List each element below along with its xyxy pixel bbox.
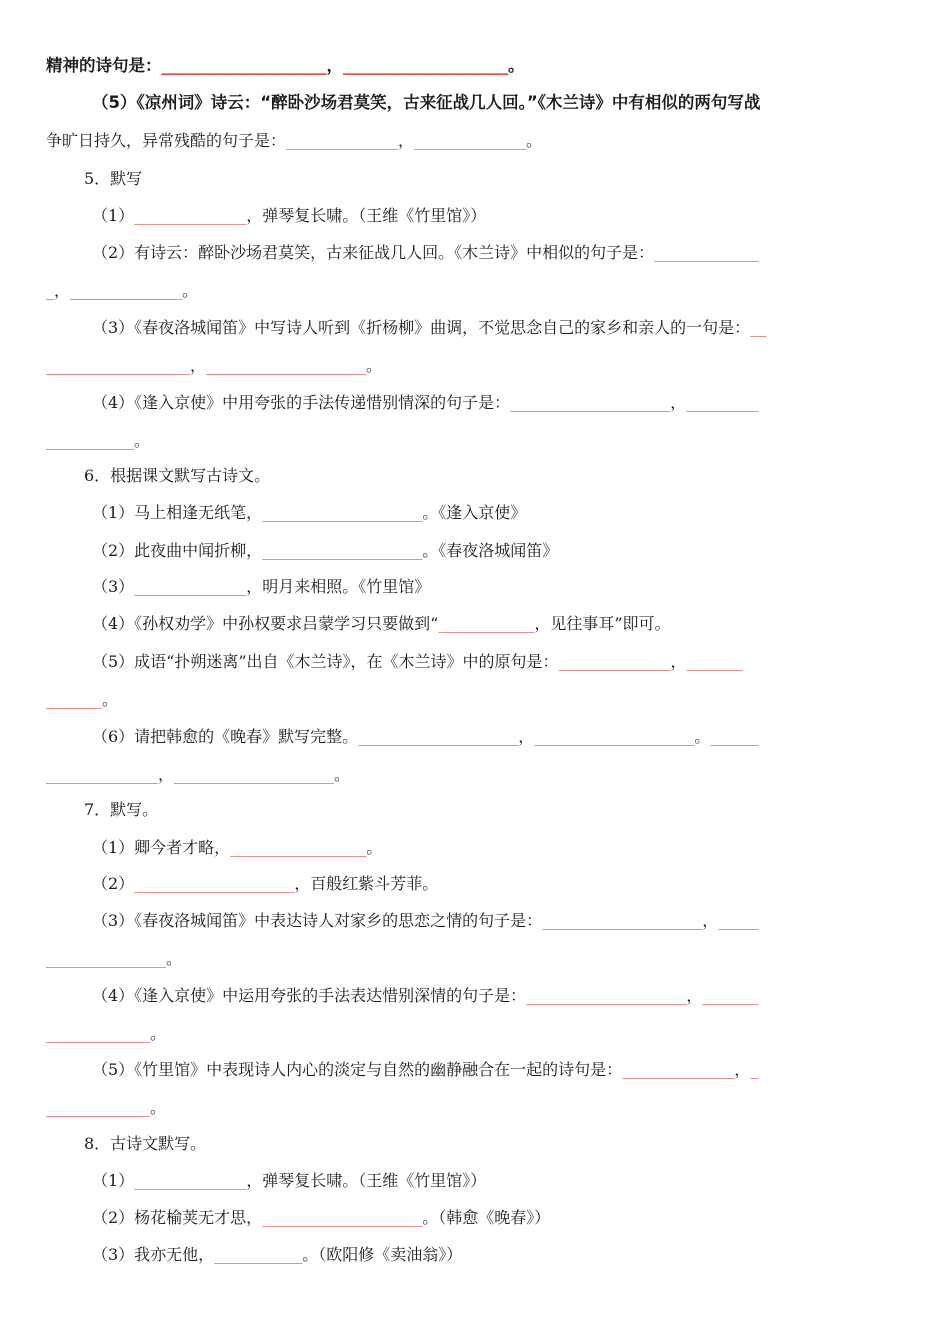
answer-blank[interactable]: ______________ [414, 131, 527, 150]
answer-blank[interactable]: __ [750, 318, 767, 337]
text-line [46, 1023, 906, 1045]
text-segment: 8．古诗文默写。 [84, 1134, 207, 1153]
text-line [92, 726, 950, 748]
text-segment: ，百般红紫斗芳菲。 [294, 874, 439, 893]
text-segment: （2）杨花榆荚无才思， [92, 1208, 263, 1227]
answer-blank[interactable]: ____________________ [262, 1208, 423, 1227]
answer-blank[interactable]: _________________ [230, 838, 367, 857]
text-segment: ， [326, 56, 343, 75]
text-segment: ，弹琴复长啸。（王维《竹里馆》） [246, 206, 487, 225]
answer-blank[interactable]: ____________________ [262, 541, 423, 560]
answer-blank[interactable]: ____________________ [174, 765, 335, 784]
text-segment: （1）马上相逢无纸笔， [92, 503, 263, 522]
text-line [92, 1170, 950, 1192]
text-segment: （1）卿今者才略， [92, 838, 231, 857]
text-line [46, 689, 906, 711]
text-segment: 7．默写。 [84, 800, 159, 819]
text-segment: 精神的诗句是： [46, 56, 162, 75]
text-line [92, 576, 950, 598]
text-segment: 5．默写 [84, 169, 143, 188]
text-segment: （5）《竹里馆》中表现诗人内心的淡定与自然的幽静融合在一起的诗句是： [92, 1060, 623, 1079]
text-segment: ， [190, 356, 207, 375]
text-segment: ， [670, 652, 687, 671]
text-segment: （6）请把韩愈的《晚春》默写完整。 [92, 727, 359, 746]
text-line [92, 502, 950, 524]
text-segment: 。（欧阳修《卖油翁》） [302, 1245, 463, 1264]
answer-blank[interactable]: _____________ [654, 243, 759, 262]
answer-blank[interactable]: ______________ [622, 1060, 735, 1079]
text-line [92, 1244, 950, 1266]
text-segment: 日持久，异常残酷的句子是： [78, 131, 287, 150]
answer-blank[interactable]: ____________________ [358, 727, 519, 746]
text-line [92, 392, 950, 414]
answer-blank[interactable]: ____________ [438, 614, 535, 633]
text-segment: 。 [166, 949, 183, 968]
text-segment: （1） [92, 1171, 135, 1190]
question-heading [84, 799, 944, 821]
text-segment: （3）我亦无他， [92, 1245, 215, 1264]
question-heading [84, 168, 944, 190]
text-segment: 争旷 [46, 131, 79, 150]
answer-blank[interactable]: ____________________ [262, 503, 423, 522]
answer-blank[interactable]: _______ [702, 986, 759, 1005]
text-segment: 。 [182, 281, 199, 300]
text-segment: （4）《逢入京使》中运用夸张的手法表达惜别深情的句子是： [92, 986, 527, 1005]
text-line [46, 948, 906, 970]
text-segment: （2）有诗云：醉卧沙场君莫笑，古来征战几人回。《木兰诗》中相似的句子是： [92, 243, 655, 262]
text-line [92, 873, 950, 895]
text-segment: ， [702, 911, 719, 930]
answer-blank[interactable]: ______________ [70, 281, 183, 300]
answer-blank[interactable]: ____________________ [134, 874, 295, 893]
answer-blank[interactable]: ____________________ [206, 356, 367, 375]
text-segment: ， [398, 131, 415, 150]
text-segment: 6．根据课文默写古诗文。 [84, 466, 271, 485]
text-segment: ，见往事耳”即可。 [534, 614, 671, 633]
answer-blank[interactable]: __________________ [46, 356, 190, 375]
text-segment: （4）《逢入京使》中用夸张的手法传递惜别情深的句子是： [92, 393, 511, 412]
text-segment: 。《春夜洛城闻笛》 [422, 541, 559, 560]
text-line [92, 651, 950, 673]
text-line [92, 205, 950, 227]
text-line [46, 355, 906, 377]
text-segment: （4）《孙权劝学》中孙权要求吕蒙学习只要做到“ [92, 614, 439, 633]
text-segment: ，弹琴复长啸。（王维《竹里馆》） [246, 1171, 487, 1190]
text-segment: （5）成语“扑朔迷离”出自《木兰诗》，在《木兰诗》中的原句是： [92, 652, 559, 671]
answer-blank[interactable]: _______ [46, 690, 102, 709]
answer-blank[interactable]: ____________________ [542, 911, 703, 930]
answer-blank[interactable]: _________ [686, 393, 759, 412]
text-segment: 。 [150, 1024, 167, 1043]
text-line [92, 540, 950, 562]
text-line [92, 985, 950, 1007]
text-line [46, 130, 906, 152]
text-segment: （2） [92, 874, 135, 893]
text-line [46, 430, 906, 452]
text-segment: （3）《春夜洛城闻笛》中表达诗人对家乡的思恋之情的句子是： [92, 911, 543, 930]
answer-blank[interactable]: ___________ [46, 431, 134, 450]
text-line [46, 1097, 906, 1119]
text-line [46, 280, 906, 302]
answer-blank[interactable]: ____________________ [343, 56, 508, 75]
text-line [92, 837, 950, 859]
answer-blank[interactable]: ______________ [46, 765, 158, 784]
text-segment: ， [734, 1060, 751, 1079]
text-segment: ， [686, 986, 703, 1005]
text-segment: 。 [694, 727, 711, 746]
answer-blank[interactable]: ____________________ [161, 56, 327, 75]
text-line [92, 1059, 950, 1081]
answer-blank[interactable]: ______________ [286, 131, 399, 150]
text-segment: 。 [526, 131, 543, 150]
text-line [46, 764, 906, 786]
text-line [92, 910, 950, 932]
answer-blank[interactable]: _____ [718, 911, 759, 930]
answer-blank[interactable]: ______ [710, 727, 759, 746]
text-segment: （1） [92, 206, 135, 225]
text-line [92, 92, 950, 114]
text-line [92, 1207, 950, 1229]
answer-blank[interactable]: _____________ [46, 1098, 150, 1117]
text-line [92, 317, 950, 339]
answer-blank[interactable]: _______ [686, 652, 743, 671]
text-line [92, 613, 950, 635]
text-segment: （5）《凉州词》诗云：“醉卧沙场君莫笑，古来征战几人回。”《木兰诗》中有相似的两句写战 [92, 93, 761, 112]
text-segment: ， [54, 281, 71, 300]
answer-blank[interactable]: ____________________ [526, 986, 687, 1005]
answer-blank[interactable]: ____________________ [534, 727, 695, 746]
answer-blank[interactable]: _____________ [46, 1024, 150, 1043]
text-line [92, 242, 950, 264]
text-segment: （2）此夜曲中闻折柳， [92, 541, 263, 560]
text-segment: 。（韩愈《晚春》） [422, 1208, 551, 1227]
answer-blank[interactable]: ______________ [134, 206, 247, 225]
answer-blank[interactable]: ____________________ [510, 393, 671, 412]
text-segment: 。 [366, 356, 383, 375]
answer-blank[interactable]: ______________ [134, 577, 247, 596]
text-segment: （3） [92, 577, 135, 596]
text-segment: ， [518, 727, 535, 746]
question-heading [84, 1133, 944, 1155]
text-segment: 。 [134, 431, 151, 450]
text-segment: 。 [150, 1098, 167, 1117]
text-segment: 。 [508, 56, 525, 75]
text-segment: 。 [102, 690, 119, 709]
answer-blank[interactable]: ______________ [558, 652, 671, 671]
text-segment: ，明月来相照。《竹里馆》 [246, 577, 431, 596]
answer-blank[interactable]: _______________ [46, 949, 166, 968]
text-segment: 。《逢入京使》 [422, 503, 527, 522]
answer-blank[interactable]: _ [46, 281, 54, 300]
question-heading [84, 465, 944, 487]
text-segment: ， [670, 393, 687, 412]
text-segment: 。 [334, 765, 351, 784]
answer-blank[interactable]: _ [750, 1060, 759, 1079]
answer-blank[interactable]: ___________ [214, 1245, 303, 1264]
text-segment: ， [158, 765, 175, 784]
text-line [46, 55, 906, 77]
text-segment: 。 [366, 838, 383, 857]
text-segment: （3）《春夜洛城闻笛》中写诗人听到《折杨柳》曲调，不觉思念自己的家乡和亲人的一句是： [92, 318, 751, 337]
answer-blank[interactable]: ______________ [134, 1171, 247, 1190]
